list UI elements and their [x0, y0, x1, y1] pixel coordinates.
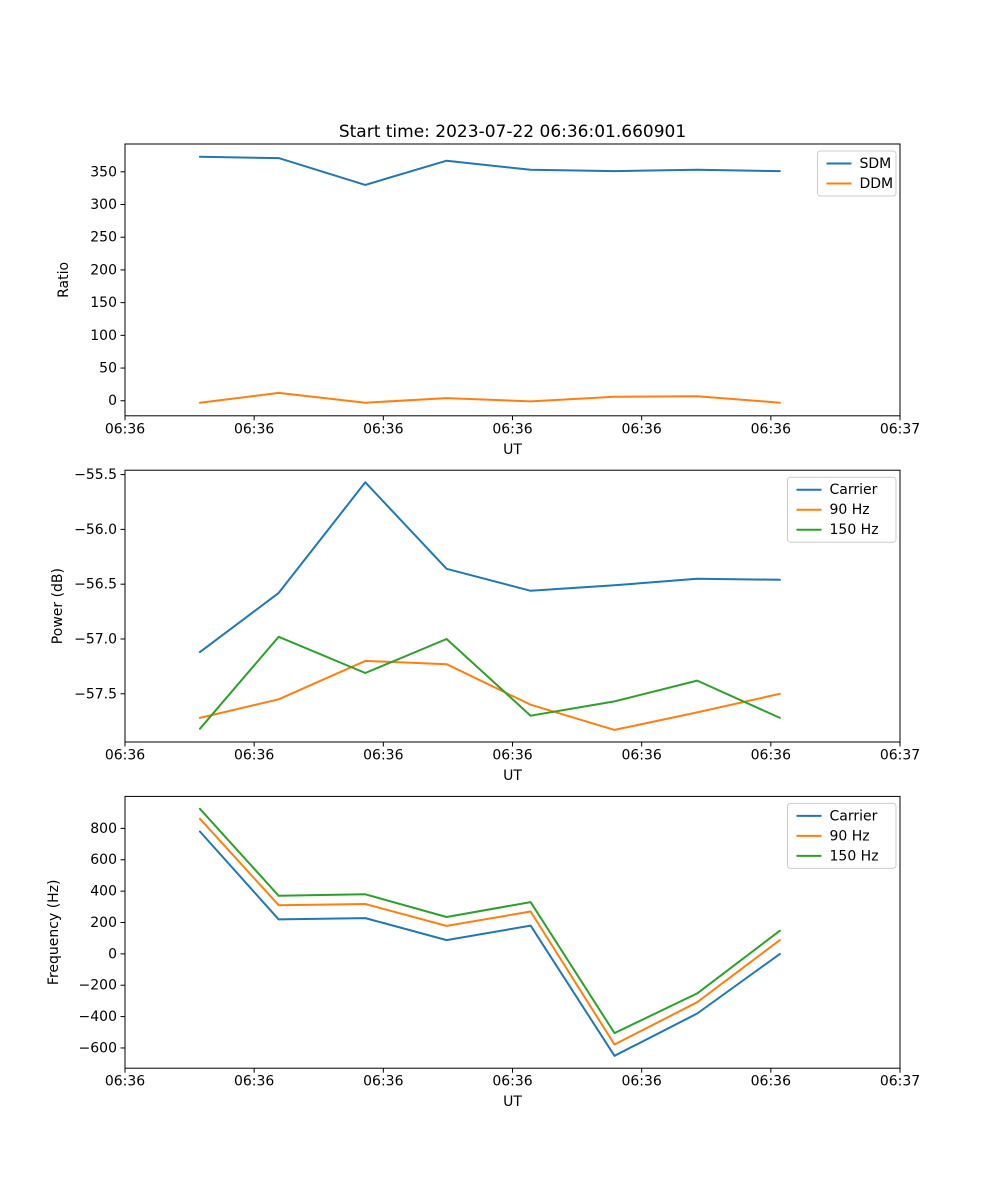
subplot-power: [50, 467, 920, 784]
x-tick-label: 06:36: [363, 747, 404, 764]
x-tick-label: 06:36: [750, 421, 792, 438]
y-tick-label: −57.5: [74, 686, 117, 703]
y-tick-label: 100: [90, 327, 117, 344]
figure-title: Start time: 2023-07-22 06:36:01.660901: [338, 122, 687, 142]
series-line-ddm: [200, 393, 780, 403]
y-tick-label: −400: [78, 1009, 117, 1026]
axes-frame: [125, 470, 900, 742]
x-axis-label: UT: [503, 768, 522, 784]
x-tick-label: 06:36: [621, 747, 662, 764]
y-tick-label: 150: [90, 295, 117, 312]
series-line-sdm: [200, 157, 780, 185]
x-tick-label: 06:36: [233, 421, 275, 438]
y-tick-label: 400: [90, 883, 117, 900]
y-tick-label: −57.0: [74, 631, 117, 648]
y-axis-label: Frequency (Hz): [46, 879, 62, 986]
axes-frame: [125, 796, 900, 1068]
series-line-150-hz: [200, 809, 780, 1033]
x-tick-label: 06:36: [750, 747, 792, 764]
series-line-carrier: [200, 832, 780, 1056]
series-line-90-hz: [200, 661, 780, 730]
x-tick-label: 06:36: [233, 1073, 275, 1090]
series-line-carrier: [200, 482, 780, 652]
series-line-90-hz: [200, 819, 780, 1045]
y-tick-label: −56.5: [74, 576, 117, 593]
y-tick-label: −200: [78, 977, 117, 994]
x-tick-label: 06:36: [104, 1073, 146, 1090]
legend-label: 150 Hz: [829, 848, 879, 865]
y-tick-label: 200: [90, 262, 117, 279]
x-tick-label: 06:36: [233, 747, 275, 764]
x-tick-label: 06:36: [363, 421, 404, 438]
x-tick-label: 06:36: [104, 747, 146, 764]
subplot-ratio: [56, 144, 920, 458]
x-tick-label: 06:36: [492, 421, 533, 438]
legend-label: 90 Hz: [829, 502, 870, 519]
y-axis-label: Ratio: [56, 261, 72, 298]
x-tick-label: 06:36: [104, 421, 146, 438]
x-axis-label: UT: [503, 441, 522, 458]
legend: [788, 477, 897, 542]
y-tick-label: 0: [108, 393, 117, 410]
x-tick-label: 06:37: [879, 747, 921, 764]
x-tick-label: 06:36: [621, 1073, 662, 1090]
legend-label: DDM: [859, 175, 894, 192]
x-axis-label: UT: [503, 1094, 522, 1111]
x-tick-label: 06:36: [363, 1073, 404, 1090]
legend-label: 90 Hz: [829, 828, 870, 845]
legend-label: Carrier: [829, 482, 878, 499]
x-tick-label: 06:37: [879, 1073, 921, 1090]
x-tick-label: 06:37: [879, 421, 921, 438]
y-tick-label: 0: [108, 946, 117, 963]
y-tick-label: 800: [90, 820, 117, 837]
legend: [818, 151, 897, 196]
y-tick-label: 300: [90, 196, 117, 213]
y-tick-label: 250: [90, 229, 117, 246]
legend-label: Carrier: [829, 808, 878, 825]
y-axis-label: Power (dB): [50, 567, 66, 645]
y-tick-label: 350: [90, 164, 117, 181]
y-tick-label: 200: [90, 914, 117, 931]
legend-label: 150 Hz: [829, 522, 879, 539]
y-tick-label: 600: [90, 852, 117, 869]
x-tick-label: 06:36: [492, 747, 533, 764]
axes-frame: [125, 144, 900, 416]
y-tick-label: −600: [78, 1040, 117, 1057]
x-tick-label: 06:36: [750, 1073, 792, 1090]
x-tick-label: 06:36: [492, 1073, 533, 1090]
x-tick-label: 06:36: [621, 421, 662, 438]
legend-label: SDM: [859, 155, 892, 172]
legend: [788, 803, 897, 868]
subplot-frequency: [46, 796, 920, 1110]
y-tick-label: −55.5: [74, 467, 117, 484]
y-tick-label: 50: [99, 360, 117, 377]
y-tick-label: −56.0: [74, 521, 117, 538]
series-line-150-hz: [200, 637, 780, 729]
